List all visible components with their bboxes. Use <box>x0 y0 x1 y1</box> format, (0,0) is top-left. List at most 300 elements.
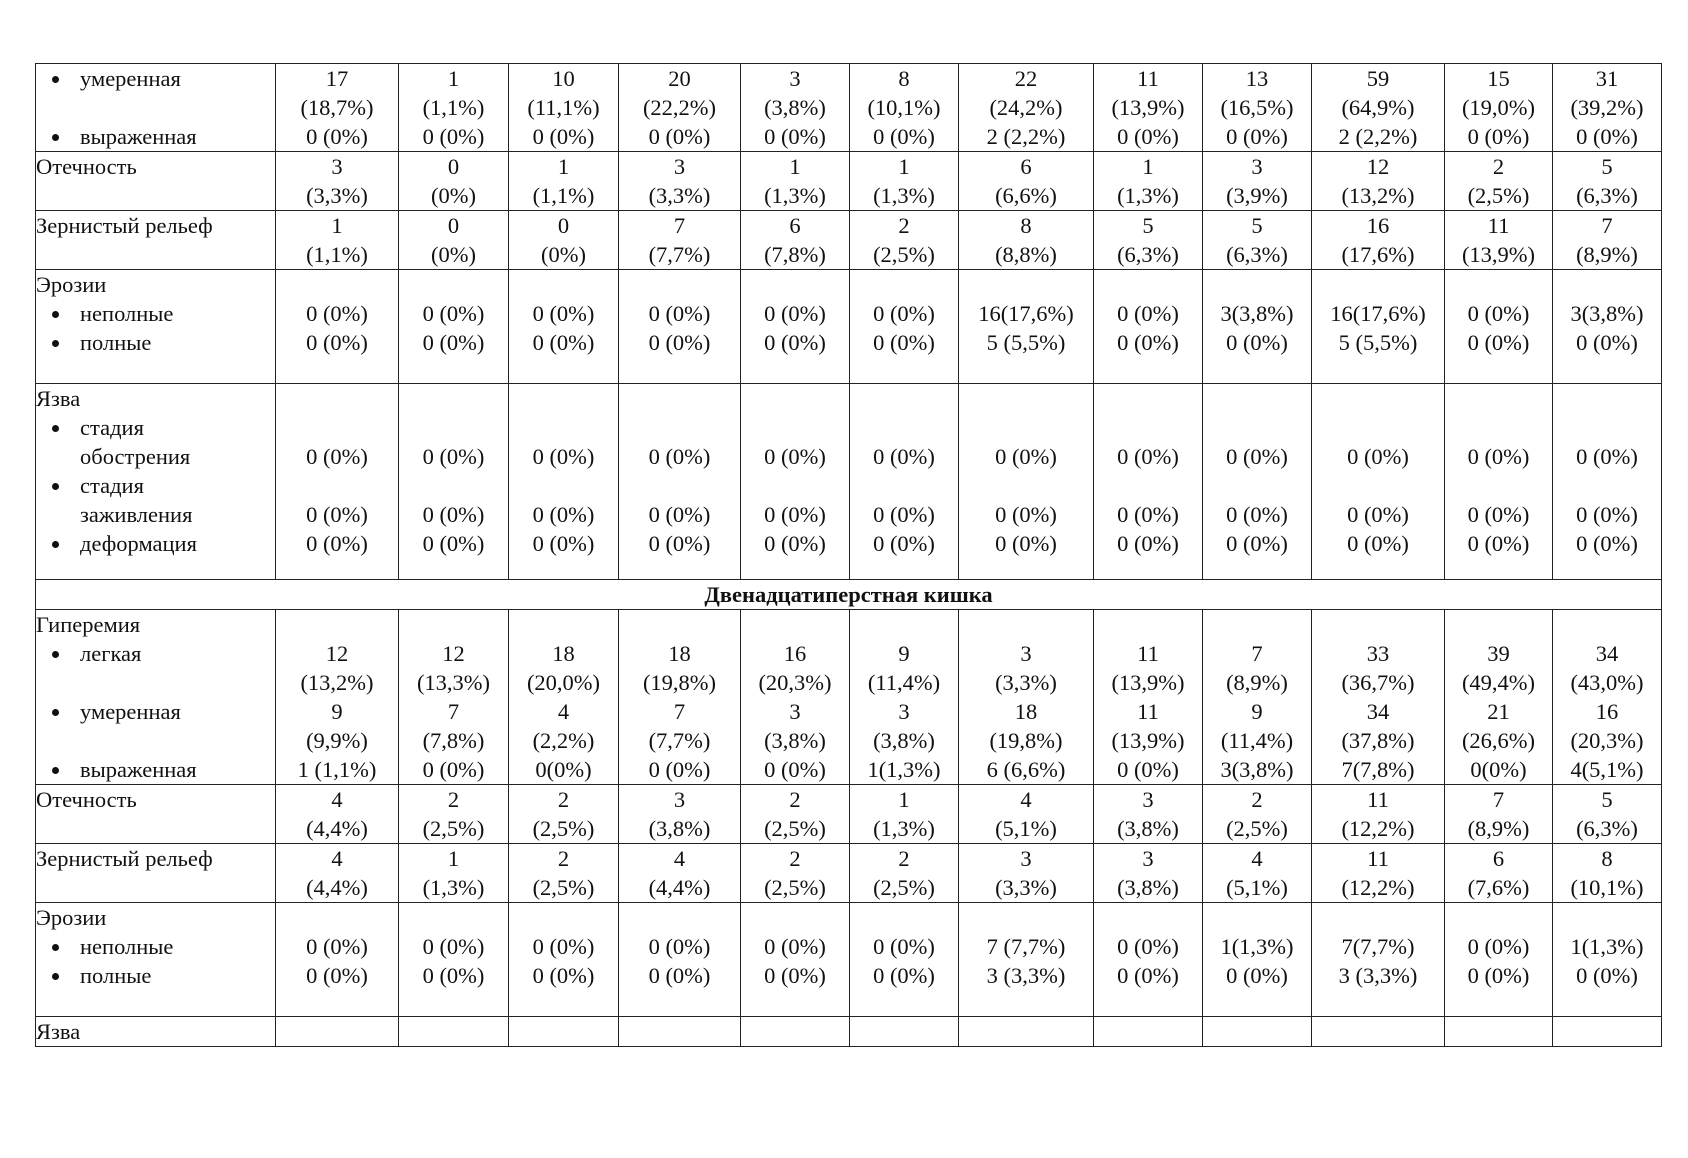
results-table <box>35 63 1662 1047</box>
spacer <box>1094 270 1202 299</box>
cell-value: 2 <box>447 787 460 812</box>
cell-value: 0 (0%) <box>422 934 485 959</box>
value-cell <box>1445 1017 1553 1047</box>
cell-value: (1,1%) <box>422 95 485 120</box>
value-cell <box>741 384 850 580</box>
cell-value: (20,3%) <box>1570 728 1644 753</box>
value-cell <box>1553 211 1662 270</box>
cell-value: 0 (0%) <box>532 934 595 959</box>
cell-value: 0 (0%) <box>306 330 368 355</box>
cell-value: 16 <box>783 641 807 666</box>
cell-value: (1,3%) <box>1117 183 1179 208</box>
cell-value: 0 (0%) <box>422 757 485 782</box>
cell-value: 0 (0%) <box>648 301 711 326</box>
cell-value: 0 (0%) <box>1347 502 1409 527</box>
value-cell <box>1203 1017 1312 1047</box>
cell-value: (8,9%) <box>1226 670 1288 695</box>
spacer <box>276 903 398 932</box>
spacer <box>959 903 1093 932</box>
cell-value: (2,5%) <box>1467 183 1530 208</box>
spacer <box>1203 413 1311 442</box>
value-cell <box>959 1017 1094 1047</box>
table-row <box>36 1017 1662 1047</box>
cell-value: 21 <box>1487 699 1510 724</box>
cell-value: 12 <box>325 641 349 666</box>
section-row <box>36 580 1662 610</box>
cell-value: 1 (1,1%) <box>297 757 377 782</box>
cell-value: 3 <box>789 699 801 724</box>
bullet-item: легкая <box>36 639 275 668</box>
cell-value: 1(1,3%) <box>867 757 941 782</box>
cell-value: 0 (0%) <box>306 444 368 469</box>
value-cell <box>1094 785 1203 844</box>
cell-value: 0 (0%) <box>306 963 368 988</box>
cell-value: 0 (0%) <box>1467 330 1530 355</box>
table-row <box>36 384 1662 580</box>
cell-value: 0 (0%) <box>1117 124 1179 149</box>
cell-value: (7,6%) <box>1467 875 1530 900</box>
cell-value: 2 <box>1492 154 1505 179</box>
cell-value: 0 (0%) <box>1117 444 1179 469</box>
value-cell <box>1094 903 1203 1017</box>
row-label: Гиперемия <box>36 612 141 637</box>
spacer <box>399 471 508 500</box>
value-cell <box>850 152 959 211</box>
value-cell <box>509 270 619 384</box>
cell-value: 0 (0%) <box>648 502 711 527</box>
value-cell <box>850 211 959 270</box>
value-cell <box>1553 1017 1662 1047</box>
value-cell <box>276 610 399 785</box>
cell-value: 0 (0%) <box>648 963 711 988</box>
cell-value: 11 <box>1367 787 1389 812</box>
cell-value: 2 <box>557 787 570 812</box>
cell-value: 0 (0%) <box>532 502 595 527</box>
cell-value: 6 <box>789 213 801 238</box>
cell-value: (3,3%) <box>995 670 1057 695</box>
cell-value: (22,2%) <box>642 95 717 120</box>
spacer <box>619 471 740 500</box>
cell-value: 3(3,8%) <box>1220 301 1294 326</box>
value-cell <box>959 64 1094 152</box>
cell-value: 4 <box>557 699 570 724</box>
cell-value: (26,6%) <box>1461 728 1536 753</box>
spacer <box>1312 471 1444 500</box>
value-cell <box>619 785 741 844</box>
cell-value: 4 <box>1251 846 1263 871</box>
cell-value: (2,5%) <box>873 242 935 267</box>
value-cell <box>399 844 509 903</box>
cell-value: (2,5%) <box>532 816 595 841</box>
spacer <box>509 471 618 500</box>
value-cell <box>959 270 1094 384</box>
cell-value: 0 (0%) <box>764 531 826 556</box>
value-cell <box>509 211 619 270</box>
cell-value: (18,7%) <box>300 95 374 120</box>
value-cell <box>399 610 509 785</box>
spacer <box>1312 903 1444 932</box>
cell-value: 8 <box>1601 846 1613 871</box>
cell-value: 1 <box>789 154 801 179</box>
value-cell <box>619 610 741 785</box>
cell-value: 5 <box>1251 213 1263 238</box>
cell-value: 5 <box>1601 787 1613 812</box>
spacer <box>850 413 958 442</box>
cell-value: 3 <box>1142 846 1154 871</box>
value-cell <box>399 903 509 1017</box>
cell-value: 11 <box>1137 699 1159 724</box>
cell-value: 0 <box>447 213 460 238</box>
cell-value: 2 <box>898 213 910 238</box>
cell-value: (8,9%) <box>1576 242 1638 267</box>
cell-value: 0 (0%) <box>306 124 368 149</box>
cell-value: 7(7,7%) <box>1341 934 1415 959</box>
cell-value: (19,0%) <box>1461 95 1536 120</box>
table-row <box>36 152 1662 211</box>
cell-value: (64,9%) <box>1341 95 1415 120</box>
spacer <box>509 384 618 413</box>
cell-value: 0 (0%) <box>648 934 711 959</box>
cell-value: 0 (0%) <box>1576 444 1638 469</box>
cell-value: (4,4%) <box>306 816 368 841</box>
cell-value: 0 (0%) <box>873 444 935 469</box>
cell-value: 0 (0%) <box>764 444 826 469</box>
cell-value: 0 (0%) <box>1576 124 1638 149</box>
cell-value: 0 (0%) <box>306 301 368 326</box>
cell-value: 0 (0%) <box>873 124 935 149</box>
cell-value: (7,7%) <box>648 242 711 267</box>
cell-value: (1,3%) <box>873 183 935 208</box>
cell-value: 1 <box>447 846 460 871</box>
cell-value: 6 (6,6%) <box>986 757 1066 782</box>
cell-value: 0 (0%) <box>532 531 595 556</box>
cell-value: 3 <box>673 787 686 812</box>
cell-value: 0 (0%) <box>648 757 711 782</box>
bullet-item <box>36 413 275 471</box>
value-cell <box>1445 844 1553 903</box>
bullet-line: заживления <box>80 502 193 527</box>
cell-value: (0%) <box>431 242 476 267</box>
cell-value: 0(0%) <box>535 757 592 782</box>
cell-value: 0 (0%) <box>1117 502 1179 527</box>
spacer <box>741 384 849 413</box>
value-cell <box>1553 64 1662 152</box>
value-cell <box>1312 610 1445 785</box>
cell-value: 0 (0%) <box>764 330 826 355</box>
cell-value: 0 (0%) <box>764 963 826 988</box>
cell-value: 0 (0%) <box>648 531 711 556</box>
spacer <box>850 610 958 639</box>
cell-value: 9 <box>898 641 910 666</box>
cell-value: (37,8%) <box>1341 728 1415 753</box>
value-cell <box>619 270 741 384</box>
value-cell <box>509 64 619 152</box>
bullet-item: умеренная <box>36 64 275 93</box>
value-cell <box>959 211 1094 270</box>
table-body <box>36 64 1662 1047</box>
value-cell <box>1553 844 1662 903</box>
cell-value: 20 <box>668 66 691 91</box>
value-cell <box>959 152 1094 211</box>
spacer <box>1094 903 1202 932</box>
value-cell <box>741 64 850 152</box>
spacer <box>276 270 398 299</box>
cell-value: 0 (0%) <box>764 124 826 149</box>
bullet-item: выраженная <box>36 755 275 784</box>
spacer <box>276 610 398 639</box>
spacer <box>509 610 618 639</box>
cell-value: (3,8%) <box>648 816 711 841</box>
spacer <box>1553 270 1661 299</box>
cell-value: 4 <box>673 846 686 871</box>
cell-value: 3 <box>1020 846 1032 871</box>
row-label: Отечность <box>36 787 137 812</box>
spacer <box>959 471 1093 500</box>
cell-value: (13,9%) <box>1111 95 1185 120</box>
cell-value: 3 <box>789 66 801 91</box>
value-cell <box>1203 270 1312 384</box>
value-cell <box>1203 152 1312 211</box>
value-cell <box>399 1017 509 1047</box>
cell-value: 0 (0%) <box>995 531 1057 556</box>
spacer <box>741 903 849 932</box>
cell-value: 11 <box>1487 213 1510 238</box>
value-cell <box>959 844 1094 903</box>
cell-value: 3 <box>1251 154 1263 179</box>
value-cell <box>1312 384 1445 580</box>
cell-value: 0 (0%) <box>1117 531 1179 556</box>
cell-value: (5,1%) <box>1226 875 1288 900</box>
value-cell <box>850 384 959 580</box>
value-cell <box>1312 152 1445 211</box>
cell-value: 16 <box>1366 213 1390 238</box>
value-cell <box>619 1017 741 1047</box>
spacer <box>1553 384 1661 413</box>
value-cell <box>276 1017 399 1047</box>
label-cell <box>36 610 276 785</box>
cell-value: 5 (5,5%) <box>986 330 1066 355</box>
cell-value: 0 (0%) <box>1117 301 1179 326</box>
cell-value: (3,9%) <box>1226 183 1288 208</box>
cell-value: (19,8%) <box>989 728 1063 753</box>
spacer <box>1203 903 1311 932</box>
spacer <box>399 903 508 932</box>
cell-value: (16,5%) <box>1220 95 1294 120</box>
cell-value: (1,3%) <box>422 875 485 900</box>
cell-value: (1,1%) <box>306 242 368 267</box>
cell-value: (6,3%) <box>1226 242 1288 267</box>
cell-value: (6,3%) <box>1117 242 1179 267</box>
spacer <box>619 610 740 639</box>
spacer <box>399 384 508 413</box>
cell-value: (13,2%) <box>300 670 374 695</box>
value-cell <box>850 1017 959 1047</box>
cell-value: 0 (0%) <box>1576 502 1638 527</box>
cell-value: 15 <box>1487 66 1510 91</box>
value-cell <box>1312 903 1445 1017</box>
cell-value: (5,1%) <box>995 816 1057 841</box>
cell-value: 3(3,8%) <box>1220 757 1294 782</box>
table-row <box>36 844 1662 903</box>
cell-value: (2,5%) <box>532 875 595 900</box>
cell-value: 0 (0%) <box>995 502 1057 527</box>
cell-value: 0 (0%) <box>422 531 485 556</box>
value-cell <box>1094 64 1203 152</box>
cell-value: 16(17,6%) <box>978 301 1074 326</box>
cell-value: (0%) <box>541 242 586 267</box>
value-cell <box>741 610 850 785</box>
value-cell <box>1312 270 1445 384</box>
cell-value: 3(3,8%) <box>1570 301 1644 326</box>
label-cell <box>36 844 276 903</box>
cell-value: (8,8%) <box>995 242 1057 267</box>
spacer <box>741 610 849 639</box>
cell-value: 0 (0%) <box>532 330 595 355</box>
cell-value: 1(1,3%) <box>1220 934 1294 959</box>
spacer <box>1203 610 1311 639</box>
value-cell <box>1203 844 1312 903</box>
cell-value: (20,0%) <box>526 670 601 695</box>
bullet-line: стадия <box>80 415 144 440</box>
cell-value: 3 <box>1020 641 1032 666</box>
cell-value: (12,2%) <box>1341 875 1415 900</box>
cell-value: 1 <box>447 66 460 91</box>
cell-value: 0 (0%) <box>764 301 826 326</box>
cell-value: 1 <box>898 787 910 812</box>
spacer <box>1312 610 1444 639</box>
row-label: Язва <box>36 1019 81 1044</box>
row-label: Язва <box>36 386 81 411</box>
cell-value: 0 (0%) <box>873 963 935 988</box>
bullet-item: неполные <box>36 299 275 328</box>
table-row <box>36 610 1662 785</box>
cell-value: (2,5%) <box>422 816 485 841</box>
cell-value: 0 (0%) <box>873 934 935 959</box>
spacer <box>619 413 740 442</box>
value-cell <box>1312 64 1445 152</box>
spacer <box>850 384 958 413</box>
spacer <box>1312 270 1444 299</box>
cell-value: (3,3%) <box>648 183 711 208</box>
value-cell <box>1203 610 1312 785</box>
cell-value: 59 <box>1366 66 1390 91</box>
value-cell <box>1553 903 1662 1017</box>
spacer <box>399 413 508 442</box>
cell-value: 0 (0%) <box>1467 301 1530 326</box>
value-cell <box>399 785 509 844</box>
value-cell <box>850 64 959 152</box>
value-cell <box>399 270 509 384</box>
value-cell <box>619 152 741 211</box>
value-cell <box>959 610 1094 785</box>
value-cell <box>1094 152 1203 211</box>
cell-value: 6 <box>1492 846 1505 871</box>
value-cell <box>1312 211 1445 270</box>
value-cell <box>1203 211 1312 270</box>
cell-value: 0 (0%) <box>422 124 485 149</box>
cell-value: (1,3%) <box>873 816 935 841</box>
cell-value: 1 <box>898 154 910 179</box>
cell-value: 7 <box>447 699 460 724</box>
cell-value: 0 (0%) <box>1347 531 1409 556</box>
cell-value: 0 (0%) <box>764 934 826 959</box>
cell-value: (3,8%) <box>1117 875 1179 900</box>
cell-value: (4,4%) <box>306 875 368 900</box>
label-cell <box>36 903 276 1017</box>
table-row <box>36 903 1662 1017</box>
cell-value: 11 <box>1367 846 1389 871</box>
cell-value: 0 (0%) <box>1467 124 1530 149</box>
cell-value: (3,8%) <box>764 728 826 753</box>
cell-value: 7 <box>673 699 686 724</box>
spacer <box>1553 903 1661 932</box>
value-cell <box>741 844 850 903</box>
cell-value: 1(1,3%) <box>1570 934 1644 959</box>
cell-value: (13,9%) <box>1461 242 1536 267</box>
cell-value: 0 (0%) <box>1576 963 1638 988</box>
cell-value: 18 <box>1014 699 1038 724</box>
cell-value: 11 <box>1137 641 1159 666</box>
value-cell <box>509 1017 619 1047</box>
cell-value: 8 <box>1020 213 1032 238</box>
cell-value: 0 (0%) <box>648 330 711 355</box>
spacer <box>1445 270 1552 299</box>
cell-value: 0 <box>447 154 460 179</box>
cell-value: (2,5%) <box>873 875 935 900</box>
cell-value: 39 <box>1487 641 1510 666</box>
spacer <box>741 270 849 299</box>
bullet-line: обострения <box>80 444 191 469</box>
spacer <box>959 413 1093 442</box>
cell-value: (11,1%) <box>527 95 600 120</box>
value-cell <box>1445 384 1553 580</box>
spacer <box>850 903 958 932</box>
cell-value: 4 <box>1020 787 1032 812</box>
cell-value: 4 <box>331 846 343 871</box>
spacer <box>741 471 849 500</box>
bullet-item: деформация <box>36 529 275 558</box>
cell-value: 0 <box>557 213 570 238</box>
cell-value: 16 <box>1595 699 1619 724</box>
label-cell <box>36 211 276 270</box>
cell-value: 0 (0%) <box>1467 531 1530 556</box>
spacer <box>1094 471 1202 500</box>
cell-value: 6 <box>1020 154 1032 179</box>
bullet-item: умеренная <box>36 697 275 726</box>
cell-value: 0 (0%) <box>306 502 368 527</box>
cell-value: (20,3%) <box>758 670 832 695</box>
cell-value: (8,9%) <box>1467 816 1530 841</box>
cell-value: 18 <box>552 641 575 666</box>
spacer <box>399 270 508 299</box>
value-cell <box>1094 270 1203 384</box>
spacer <box>1445 384 1552 413</box>
cell-value: (6,6%) <box>995 183 1057 208</box>
value-cell <box>399 384 509 580</box>
value-cell <box>741 903 850 1017</box>
value-cell <box>1203 64 1312 152</box>
cell-value: 18 <box>668 641 691 666</box>
value-cell <box>741 785 850 844</box>
value-cell <box>276 270 399 384</box>
value-cell <box>959 384 1094 580</box>
cell-value: 2 (2,2%) <box>986 124 1066 149</box>
spacer <box>36 668 275 697</box>
cell-value: 0 (0%) <box>306 934 368 959</box>
cell-value: 0 (0%) <box>1467 502 1530 527</box>
value-cell <box>741 1017 850 1047</box>
value-cell <box>1203 903 1312 1017</box>
